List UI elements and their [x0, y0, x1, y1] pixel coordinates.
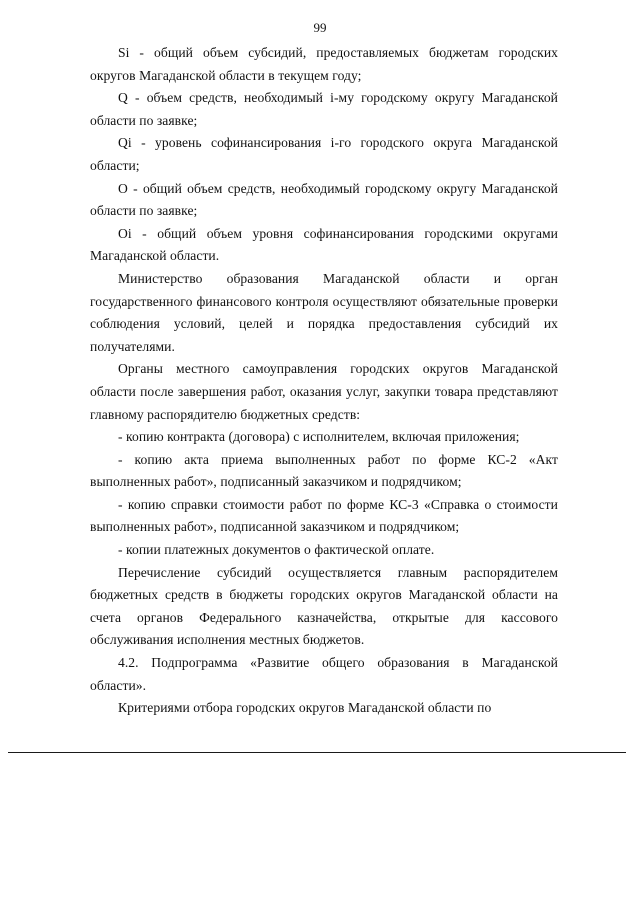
- list-item-payments: - копии платежных документов о фактической оплате.: [118, 542, 435, 558]
- paragraph-qi-definition: Qi - уровень софинансирования i-го городского округа Магаданской области;: [90, 135, 558, 173]
- list-item-ks2: - копию акта приема выполненных работ по форме КС-2 «Акт выполненных работ», подписанный заказчиком и подрядчиком;: [90, 451, 558, 490]
- page-number: 99: [313, 20, 327, 35]
- paragraph-oi-definition: Оi - общий объем уровня софинансирования городскими округами Магаданской области.: [90, 225, 558, 264]
- paragraph-local-authorities: Органы местного самоуправления городских округов Магаданской области после завершения работ, оказания услуг, закупки товара представляют главному распорядителю бюджетных средств:: [90, 361, 558, 422]
- paragraph-control: Министерство образования Магаданской области и орган государственного финансового контроля осуществляют обязательные проверки соблюдения условий, целей и порядка предоставления субсидий их получателями.: [90, 270, 558, 354]
- paragraph-q-definition: Q - объем средств, необходимый i-му городскому округу Магаданской области по заявке;: [90, 90, 558, 128]
- bottom-divider: [8, 752, 626, 753]
- paragraph-si-definition: Si - общий объем субсидий, предоставляемых бюджетам городских округов Магаданской области в текущем году;: [90, 45, 558, 83]
- list-item-ks3: - копию справки стоимости работ по форме КС-3 «Справка о стоимости выполненных работ», подписанной заказчиком и подрядчиком;: [90, 496, 558, 535]
- paragraph-criteria: Критериями отбора городских округов Магаданской области по: [118, 700, 492, 716]
- paragraph-transfer: Перечисление субсидий осуществляется главным распорядителем бюджетных средств в бюджеты городских округов Магаданской области на счета органов Федерального казначейства, открытые для кассового обслуживания исполнения местных бюджетов.: [90, 564, 558, 648]
- paragraph-o-definition: О - общий объем средств, необходимый городскому округу Магаданской области по заявке;: [90, 180, 558, 219]
- list-item-contract: - копию контракта (договора) с исполнителем, включая приложения;: [118, 429, 520, 445]
- section-heading-4-2: 4.2. Подпрограмма «Развитие общего образования в Магаданской области».: [90, 655, 558, 693]
- document-body: [90, 42, 558, 720]
